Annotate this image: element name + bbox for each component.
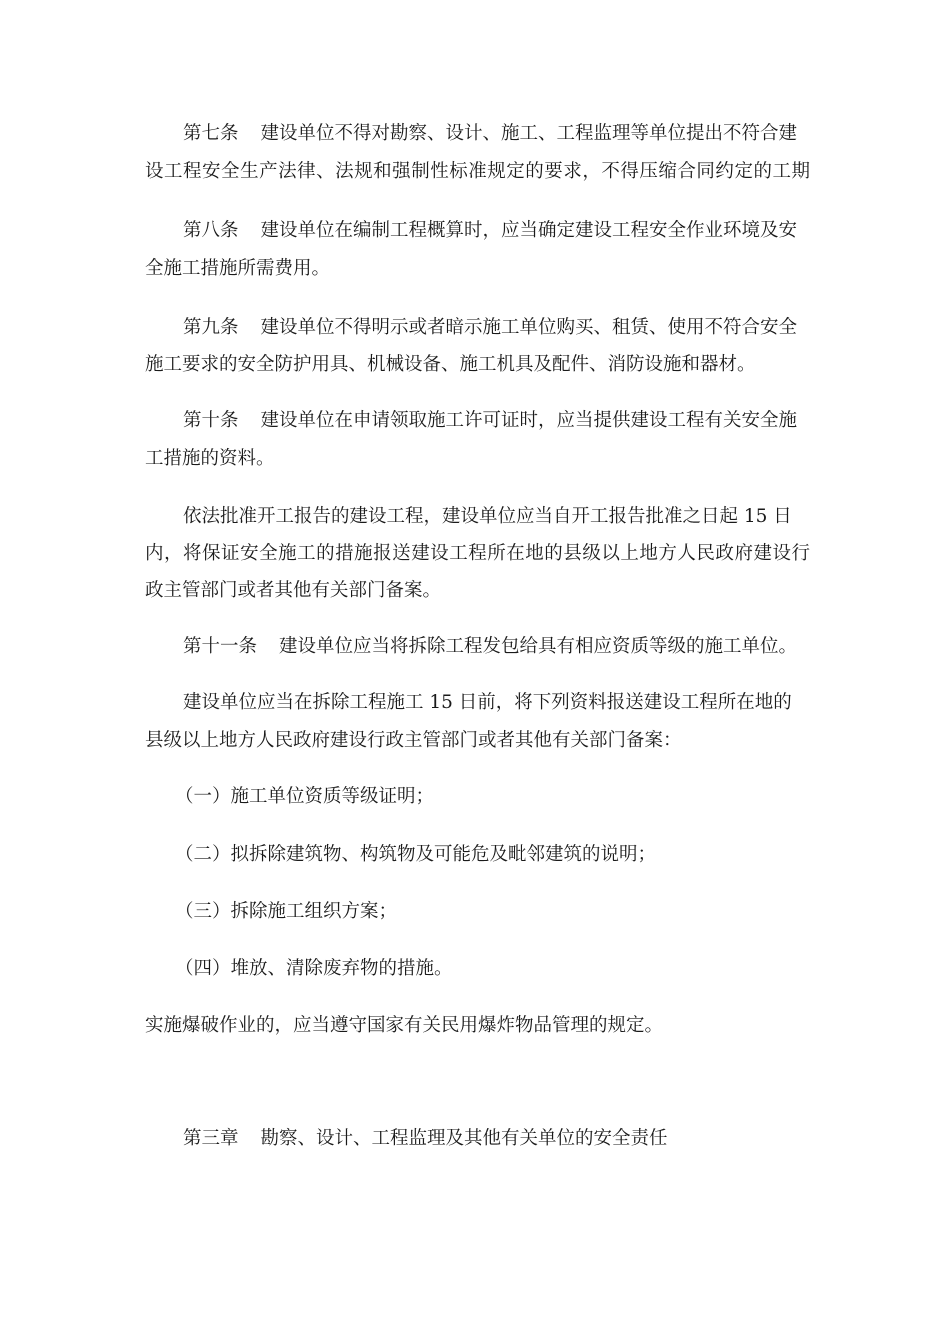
article-11-line-1 [183, 634, 810, 660]
demolition-paragraph-line-2: 县级以上地方人民政府建设行政主管部门或者其他有关部门备案： [145, 730, 682, 751]
chapter-3-label: 第三章 [183, 1128, 239, 1149]
demolition-item-4: （四）堆放、清除废弃物的措施。 [175, 958, 453, 979]
chapter-3-title: 勘察、设计、工程监理及其他有关单位的安全责任 [260, 1128, 668, 1149]
article-8-line-2: 全施工措施所需费用。 [145, 258, 331, 279]
article-8-line-1 [183, 218, 810, 244]
article-8-text: 建设单位在编制工程概算时，应当确定建设工程安全作业环境及安 [260, 220, 798, 241]
article-7-text: 建设单位不得对勘察、设计、施工、工程监理等单位提出不符合建 [260, 123, 798, 144]
filing-paragraph-line-2: 内，将保证安全施工的措施报送建设工程所在地的县级以上地方人民政府建设行 [145, 543, 810, 564]
article-9-line-1 [183, 315, 810, 341]
demolition-item-2: （二）拟拆除建筑物、构筑物及可能危及毗邻建筑的说明； [175, 844, 657, 865]
demolition-paragraph-line-1: 建设单位应当在拆除工程施工 15 日前，将下列资料报送建设工程所在地的 [183, 692, 792, 713]
article-9-line-2: 施工要求的安全防护用具、机械设备、施工机具及配件、消防设施和器材。 [145, 354, 756, 375]
filing-paragraph-line-1: 依法批准开工报告的建设工程，建设单位应当自开工报告批准之日起 15 日 [183, 506, 792, 527]
article-11-text: 建设单位应当将拆除工程发包给具有相应资质等级的施工单位。 [279, 636, 798, 657]
article-7-label: 第七条 [183, 123, 239, 144]
article-9-label: 第九条 [183, 317, 239, 338]
blasting-paragraph: 实施爆破作业的，应当遵守国家有关民用爆炸物品管理的规定。 [145, 1015, 664, 1036]
article-8-label: 第八条 [183, 220, 239, 241]
article-10-line-1 [183, 408, 810, 434]
article-7-line-2: 设工程安全生产法律、法规和强制性标准规定的要求，不得压缩合同约定的工期 [145, 161, 810, 182]
demolition-item-1: （一）施工单位资质等级证明； [175, 786, 435, 807]
article-10-text: 建设单位在申请领取施工许可证时，应当提供建设工程有关安全施 [260, 410, 798, 431]
article-9-text: 建设单位不得明示或者暗示施工单位购买、租赁、使用不符合安全 [260, 317, 798, 338]
article-10-line-2: 工措施的资料。 [145, 448, 275, 469]
article-7-line-1 [183, 121, 810, 147]
article-11-label: 第十一条 [183, 636, 258, 657]
filing-paragraph-line-3: 政主管部门或者其他有关部门备案。 [145, 580, 442, 601]
demolition-item-3: （三）拆除施工组织方案； [175, 901, 398, 922]
article-10-label: 第十条 [183, 410, 239, 431]
chapter-3-heading [183, 1126, 848, 1152]
